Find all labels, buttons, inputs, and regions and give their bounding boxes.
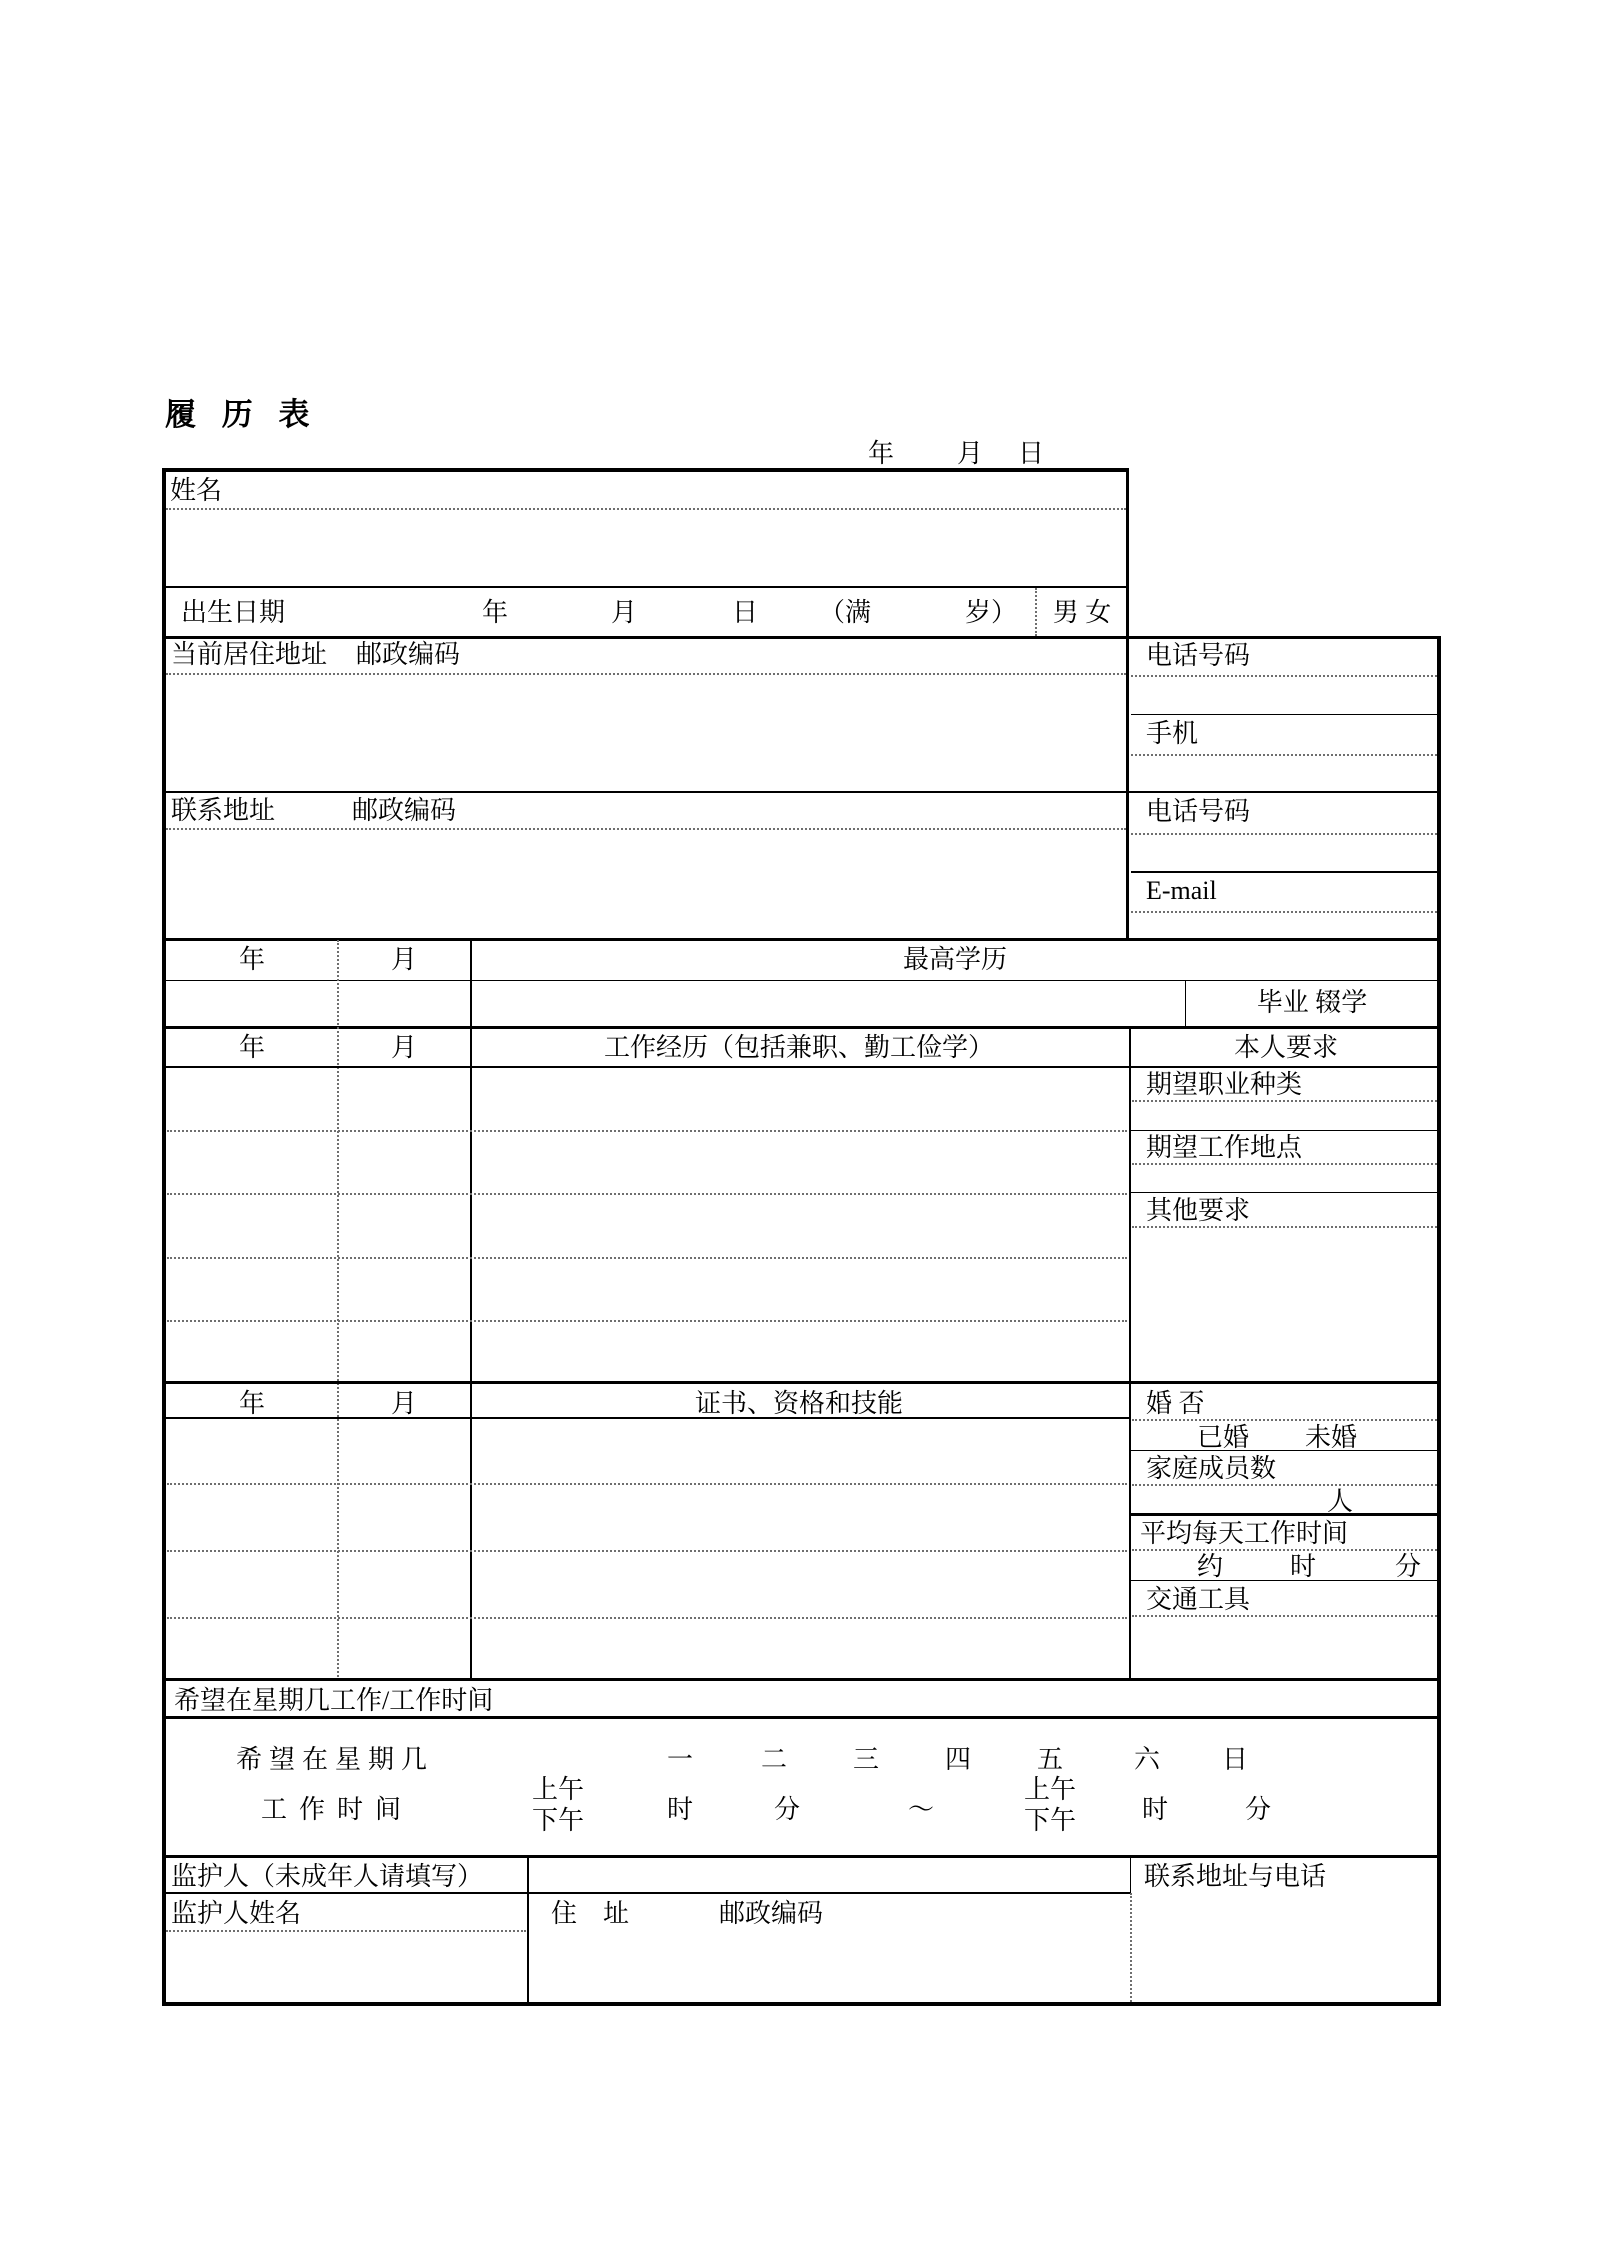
table-right-border [1437, 636, 1441, 2006]
gender-cell-divider [1035, 588, 1037, 636]
divider-line [1131, 1513, 1437, 1516]
birth-date-label: 出生日期 [181, 598, 286, 627]
days-of-week-label: 希望在星期几 [236, 1745, 435, 1774]
divider-line [1131, 1130, 1437, 1131]
family-members-label: 家庭成员数 [1146, 1454, 1277, 1483]
date-year-label: 年 [867, 439, 895, 468]
work-year-header: 年 [238, 1033, 266, 1062]
divider-line [1131, 871, 1437, 873]
married-option: 已婚 [1197, 1423, 1250, 1452]
section-divider [162, 1381, 1441, 1384]
email-underline [1131, 911, 1437, 913]
schedule-section-label: 希望在星期几工作/工作时间 [174, 1686, 494, 1715]
date-day-label: 日 [1017, 439, 1045, 468]
family-underline [1132, 1484, 1437, 1486]
expected-job-label: 期望职业种类 [1146, 1070, 1303, 1099]
contact-address-label: 联系地址 [171, 796, 276, 825]
work-time-label: 工作时间 [261, 1795, 414, 1824]
guardian-address-input-area [531, 1935, 1128, 2000]
gender-options: 男 女 [1052, 598, 1112, 627]
guardian-name-label: 监护人姓名 [171, 1899, 302, 1928]
section-divider [162, 938, 1441, 941]
section-divider [162, 636, 1441, 639]
phone2-underline [1131, 833, 1437, 835]
contact-postal-label: 邮政编码 [352, 796, 457, 825]
end-hour-label: 时 [1141, 1795, 1169, 1824]
divider-line [1131, 1580, 1437, 1581]
am-option-start: 上午 [531, 1775, 585, 1804]
current-postal-label: 邮政编码 [356, 640, 461, 669]
expected-location-underline [1132, 1163, 1437, 1165]
end-minute-label: 分 [1244, 1795, 1272, 1824]
guardian-cell-divider [527, 1857, 529, 2002]
age-close-label: 岁） [965, 598, 1018, 627]
divider-line [162, 1892, 1131, 1894]
pm-option-start: 下午 [531, 1806, 585, 1835]
contact-address-underline [166, 828, 1126, 830]
top-section-right-border [1126, 468, 1129, 940]
divider-line [162, 791, 1441, 793]
time-range-tilde: ～ [907, 1795, 935, 1824]
name-underline [166, 508, 1126, 510]
section-divider [162, 1855, 1441, 1858]
section-divider [162, 1678, 1441, 1681]
table-bottom-border [162, 2002, 1441, 2006]
expected-location-label: 期望工作地点 [1146, 1133, 1303, 1162]
requirements-header: 本人要求 [1233, 1033, 1339, 1062]
name-label: 姓名 [170, 476, 223, 505]
table-top-border [162, 468, 1129, 472]
divider-line [1131, 1192, 1437, 1193]
phone-number-label-2: 电话号码 [1146, 797, 1251, 826]
education-year-header: 年 [238, 945, 266, 974]
am-option-end: 上午 [1023, 1775, 1077, 1804]
name-input-area [166, 512, 1124, 584]
certificates-header: 证书、资格和技能 [694, 1389, 904, 1418]
grad-cell-divider [1185, 980, 1186, 1026]
year-month-divider [337, 940, 339, 1680]
guardian-address-label: 住 址 [551, 1899, 630, 1928]
education-month-header: 月 [390, 945, 418, 974]
start-minute-label: 分 [773, 1795, 801, 1824]
contact-address-input-area [166, 832, 1124, 936]
date-month-label: 月 [956, 439, 984, 468]
page-title: 履 历 表 [165, 397, 319, 432]
highest-education-header: 最高学历 [902, 945, 1008, 974]
divider-line [1131, 1450, 1437, 1451]
other-requirements-label: 其他要求 [1146, 1196, 1251, 1225]
work-experience-input-area [472, 1068, 1128, 1381]
transport-underline [1132, 1615, 1437, 1617]
start-hour-label: 时 [666, 1795, 694, 1824]
right-column-divider [1129, 1026, 1131, 1680]
marital-underline [1132, 1419, 1437, 1421]
pm-option-end: 下午 [1023, 1806, 1077, 1835]
birth-month-label: 月 [610, 598, 638, 627]
birth-year-label: 年 [481, 598, 509, 627]
minutes-label: 分 [1394, 1552, 1422, 1581]
day-option-sun: 日 [1221, 1745, 1249, 1774]
guardian-contact-label: 联系地址与电话 [1144, 1862, 1327, 1891]
guardian-postal-label: 邮政编码 [719, 1899, 824, 1928]
other-requirements-underline [1132, 1226, 1437, 1228]
guardian-contact-divider-dotted [1130, 1893, 1132, 2002]
day-option-fri: 五 [1036, 1745, 1064, 1774]
hours-label: 时 [1289, 1552, 1317, 1581]
day-option-wed: 三 [852, 1745, 880, 1774]
avg-work-underline [1132, 1549, 1437, 1551]
guardian-contact-divider [1130, 1857, 1131, 1893]
mobile-label: 手机 [1146, 719, 1199, 748]
graduation-options: 毕业 辍学 [1256, 988, 1368, 1017]
divider-line [162, 586, 1129, 588]
current-address-underline [166, 673, 1126, 675]
current-address-label: 当前居住地址 [171, 640, 328, 669]
email-label: E-mail [1146, 876, 1217, 905]
divider-line [1131, 714, 1437, 715]
phone1-underline [1131, 675, 1437, 677]
family-unit-label: 人 [1326, 1487, 1354, 1516]
guardian-name-underline [166, 1930, 526, 1932]
expected-job-underline [1132, 1100, 1437, 1102]
work-month-header: 月 [390, 1033, 418, 1062]
birth-day-label: 日 [731, 598, 759, 627]
certs-month-header: 月 [390, 1389, 418, 1418]
certificates-input-area [472, 1419, 1128, 1678]
section-divider [162, 1026, 1441, 1029]
transport-label: 交通工具 [1146, 1585, 1251, 1614]
day-option-tue: 二 [760, 1745, 788, 1774]
divider-line [162, 980, 1441, 981]
day-option-sat: 六 [1133, 1745, 1161, 1774]
phone-number-label: 电话号码 [1146, 641, 1251, 670]
day-option-thu: 四 [944, 1745, 972, 1774]
divider-line [162, 1716, 1441, 1719]
guardian-section-label: 监护人（未成年人请填写） [171, 1862, 484, 1891]
approx-label: 约 [1197, 1552, 1224, 1581]
avg-work-time-label: 平均每天工作时间 [1140, 1519, 1349, 1548]
mobile-underline [1131, 754, 1437, 756]
marital-label: 婚 否 [1146, 1389, 1205, 1418]
age-open-label: （满 [819, 598, 872, 627]
certs-year-header: 年 [238, 1389, 266, 1418]
unmarried-option: 未婚 [1305, 1423, 1358, 1452]
day-option-mon: 一 [666, 1745, 694, 1774]
work-experience-header: 工作经历（包括兼职、勤工俭学） [603, 1033, 995, 1062]
current-address-input-area [166, 677, 1124, 789]
